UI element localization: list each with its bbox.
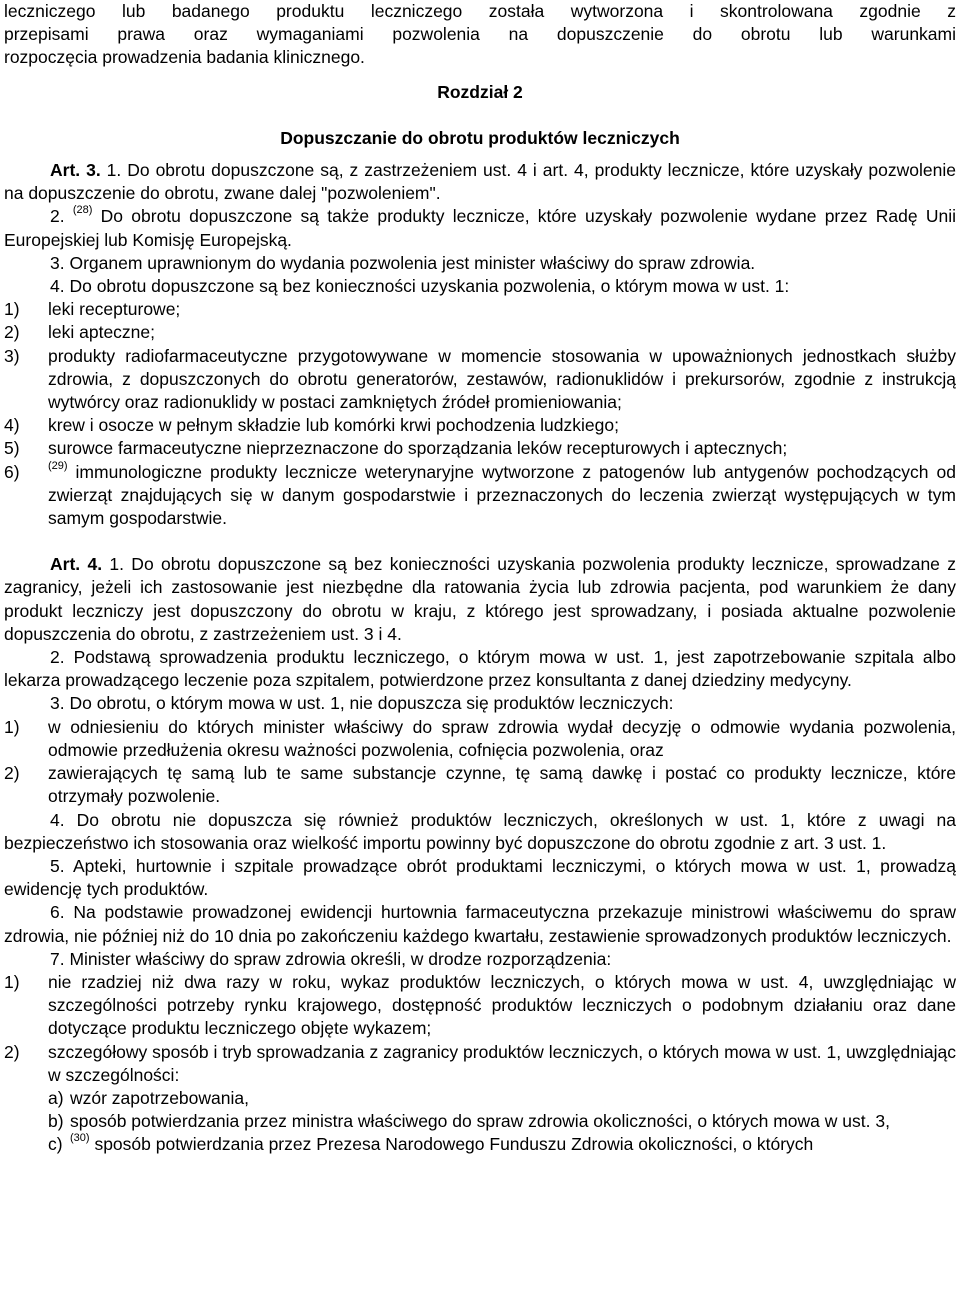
text-line: leczniczego lub badanego produktu leczniczego została wytworzona i skontrolowana zgodnie z: [4, 1, 956, 21]
list-item: [4, 321, 956, 344]
list-text: zawierających tę samą lub te same substancje czynne, tę samą dawkę i postać co produkty lecznicze, które otrzymały pozwolenie.: [48, 763, 956, 807]
footnote-ref: (30): [70, 1132, 90, 1145]
list-letter: a): [48, 1087, 64, 1108]
list-text: nie rzadziej niż dwa razy w roku, wykaz produktów leczniczych, o których mowa w ust. 4, uwzględniając w szczególności potrzeby rynku krajowego, dostępność produktów leczniczych o podobnym działaniu oraz dane dotyczące produktu leczniczego objęte wykazem;: [48, 971, 956, 1039]
list-text: szczegółowy sposób i tryb sprowadzania z zagranicy produktów leczniczych, o których mowa w ust. 1, uwzględniając w szczególności:: [48, 1041, 956, 1085]
art3-ust2: [4, 205, 956, 251]
list-text: surowce farmaceutyczne nieprzeznaczone do sporządzania leków recepturowych i aptecznych;: [48, 438, 788, 459]
list-number: 3): [4, 345, 20, 366]
list-text: w odniesieniu do których minister właściwy do spraw zdrowia wydał decyzję o odmowie wydania pozwolenia, odmowie przedłużenia okresu ważności pozwolenia, cofnięcia pozwolenia, oraz: [48, 716, 956, 760]
list-text: immunologiczne produkty lecznicze weterynaryjne wytworzone z patogenów lub antygenów pochodzących od zwierząt znajdujących się w danym gospodarstwie i przeznaczonych do leczenia zwierząt występujących w tym samym gospodarstwie.: [48, 461, 956, 529]
list-item: [4, 345, 956, 415]
list-number: 1): [4, 716, 20, 737]
article-label: Art. 4.: [50, 554, 103, 575]
art4-ust3: 3. Do obrotu, o którym mowa w ust. 1, nie dopuszcza się produktów leczniczych:: [50, 693, 674, 714]
chapter-subtitle: Dopuszczanie do obrotu produktów leczniczych: [280, 127, 680, 148]
sub-list-item: [4, 1133, 956, 1156]
sub-list-item: [4, 1087, 956, 1110]
list-text: sposób potwierdzania przez ministra właściwego do spraw zdrowia okoliczności, o których mowa w ust. 3,: [70, 1111, 890, 1132]
art4-ust5: 5. Apteki, hurtownie i szpitale prowadzące obrót produktami leczniczymi, o których mowa w ust. 1, prowadzą ewidencję tych produktów.: [4, 855, 956, 900]
paragraph-text: Do obrotu dopuszczone są także produkty lecznicze, które uzyskały pozwolenie wydane przez Radę Unii Europejskiej lub Komisję Europejską.: [4, 206, 956, 250]
art4-ust6: 6. Na podstawie prowadzonej ewidencji hurtownia farmaceutyczna przekazuje ministrowi właściwemu do spraw zdrowia, nie później niż do 10 dnia po zakończeniu każdego kwartału, zestawienie sprowadzonych produktów leczniczych.: [4, 902, 956, 946]
art4-ust1: [4, 553, 956, 646]
list-text: krew i osocze w pełnym składzie lub komórki krwi pochodzenia ludzkiego;: [48, 415, 619, 436]
art4-ust4: 4. Do obrotu nie dopuszcza się również produktów leczniczych, określonych w ust. 1, które z uwagi na bezpieczeństwo ich stosowania oraz wielkość importu powinny być dopuszczone do obrotu zgodnie z art. 3 ust. 1.: [4, 809, 956, 853]
list-letter: c): [48, 1134, 63, 1155]
sub-list-item: [4, 1110, 956, 1133]
footnote-ref: (29): [48, 459, 68, 472]
list-item: [4, 762, 956, 808]
art3-ust4: 4. Do obrotu dopuszczone są bez konieczności uzyskania pozwolenia, o którym mowa w ust. 1:: [50, 276, 790, 297]
text-line: przepisami prawa oraz wymaganiami pozwolenia na dopuszczenie do obrotu lub warunkami: [4, 24, 956, 45]
article-label: Art. 3.: [50, 160, 101, 181]
list-number: 5): [4, 438, 20, 459]
art3-ust1: [4, 159, 956, 205]
list-number: 6): [4, 461, 20, 482]
list-item: [4, 437, 956, 460]
list-number: 2): [4, 763, 20, 784]
paragraph-number: 2.: [50, 206, 65, 227]
list-text: produkty radiofarmaceutyczne przygotowywane w momencie stosowania w upoważnionych jednostkach służby zdrowia, z dopuszczonych do obrotu generatorów, zestawów, radionuklidów i prekursorów, zgodnie z instrukcją wytwórcy oraz radionuklidy w postaci zamkniętych źródeł promieniowania;: [48, 345, 956, 413]
list-text: sposób potwierdzania przez Prezesa Narodowego Funduszu Zdrowia okoliczności, o których: [94, 1134, 814, 1155]
list-text: leki apteczne;: [48, 322, 156, 343]
list-number: 1): [4, 971, 20, 992]
list-letter: b): [48, 1111, 64, 1132]
list-number: 2): [4, 322, 20, 343]
list-number: 4): [4, 415, 20, 436]
list-item: [4, 1041, 956, 1087]
list-item: [4, 461, 956, 531]
paragraph-text: 1. Do obrotu dopuszczone są, z zastrzeżeniem ust. 4 i art. 4, produkty lecznicze, które uzyskały pozwolenie na dopuszczenie do obrotu, zwane dalej "pozwoleniem".: [4, 160, 956, 204]
list-item: [4, 971, 956, 1041]
footnote-ref: (28): [72, 204, 93, 217]
list-number: 2): [4, 1041, 20, 1062]
list-text: wzór zapotrzebowania,: [70, 1087, 249, 1108]
list-item: [4, 414, 956, 437]
paragraph-text: 1. Do obrotu dopuszczone są bez konieczności uzyskania pozwolenia produkty lecznicze, sprowadzane z zagranicy, jeżeli ich zastosowanie jest niezbędne dla ratowania życia lub zdrowia pacjenta, pod warunkiem że dany produkt leczniczy jest dopuszczony do obrotu w kraju, z którego jest sprowadzany, i posiada aktualne pozwolenie dopuszczenia do obrotu, z zastrzeżeniem ust. 3 i 4.: [4, 554, 956, 644]
list-number: 1): [4, 299, 20, 320]
list-text: leki recepturowe;: [48, 299, 181, 320]
list-item: [4, 298, 956, 321]
art3-ust3: 3. Organem uprawnionym do wydania pozwolenia jest minister właściwy do spraw zdrowia.: [50, 252, 756, 273]
list-item: [4, 716, 956, 762]
art3-list: [4, 298, 956, 530]
text-line: rozpoczęcia prowadzenia badania klinicznego.: [4, 47, 365, 68]
art4-ust2: 2. Podstawą sprowadzenia produktu leczniczego, o którym mowa w ust. 1, jest zapotrzebowanie szpitala albo lekarza prowadzącego leczenie poza szpitalem, potwierdzone przez konsultanta z danej dziedziny medycyny.: [4, 647, 956, 691]
art4-ust7: 7. Minister właściwy do spraw zdrowia określi, w drodze rozporządzenia:: [50, 948, 612, 969]
chapter-title: Rozdział 2: [437, 81, 523, 102]
